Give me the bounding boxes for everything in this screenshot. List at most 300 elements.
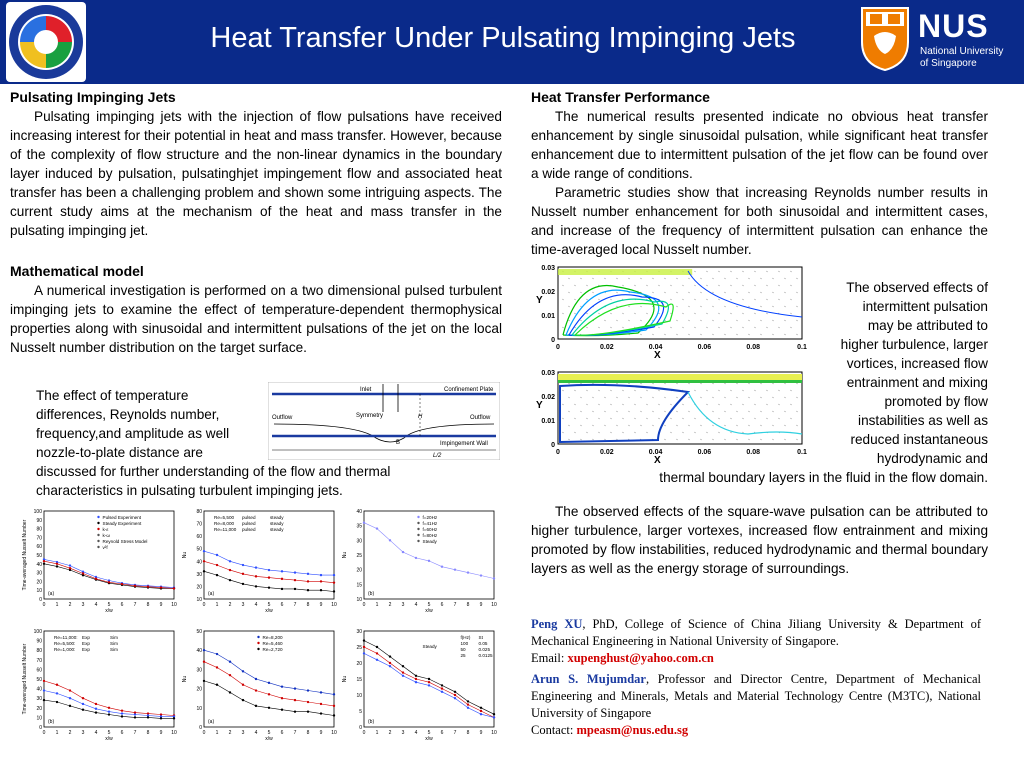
x-tick-label: 3 <box>241 602 245 608</box>
data-point <box>268 569 270 571</box>
data-point <box>229 674 231 676</box>
contact-peng-xu <box>531 616 981 667</box>
data-point <box>281 588 283 590</box>
x-tick-label: 8 <box>306 730 310 736</box>
legend-entry: Re=5,500: <box>54 641 76 646</box>
side-text-line: reduced instantaneous <box>850 432 988 447</box>
x-tick-label: 1 <box>375 730 379 736</box>
data-point <box>281 578 283 580</box>
x-tick-label: 0 <box>202 730 206 736</box>
data-point <box>493 713 495 715</box>
x-axis-label: x/w <box>425 608 433 614</box>
legend-entry: f=20Hz <box>422 515 438 520</box>
x-tick-label: 7 <box>453 602 457 608</box>
data-point <box>441 566 443 568</box>
data-point <box>203 550 205 552</box>
data-point <box>121 709 123 711</box>
data-point <box>82 572 84 574</box>
data-point <box>480 574 482 576</box>
legend-entry: Reynold Stress Model <box>102 539 148 544</box>
data-point <box>307 710 309 712</box>
data-point <box>203 649 205 651</box>
data-point <box>333 714 335 716</box>
data-point <box>467 700 469 702</box>
y-tick-label: 70 <box>36 535 42 542</box>
y-axis-label: Nu <box>342 675 348 683</box>
data-point <box>173 587 175 589</box>
data-point <box>229 691 231 693</box>
y-tick-label: 80 <box>196 509 202 515</box>
data-point <box>173 717 175 719</box>
data-point <box>216 554 218 556</box>
y-tick-label: 20 <box>36 579 42 586</box>
nus-subtitle-line1: National University <box>920 46 1004 57</box>
paragraph-pulsating: Pulsating impinging jets with the injection of flow pulsations have received increasing interest for their potential in heat and mass transfer. However, because of the complexity of flow structure and the non-linear dynamics in the boundary layer induced by pulsation, pulsatinghjet impingement flow and associated heat transfer has been a challenging problem and shown some intriguing aspects. The current study aims at the mechanism of the heat and mass transfer in the pulsating impinging jet. <box>10 109 502 238</box>
header-banner <box>0 0 1024 84</box>
x-axis-label: X <box>654 455 661 466</box>
data-point <box>281 685 283 687</box>
data-point <box>320 589 322 591</box>
y-tick-label: 90 <box>36 638 42 645</box>
legend-marker <box>417 540 419 542</box>
data-point <box>255 575 257 577</box>
data-point <box>229 560 231 562</box>
legend-entry: Pulsed Experiment <box>102 515 142 520</box>
x-tick-label: 0.06 <box>697 449 712 456</box>
x-tick-label: 2 <box>388 602 392 608</box>
y-tick-label: 100 <box>33 629 42 635</box>
data-point <box>43 699 45 701</box>
legend-marker <box>417 522 419 524</box>
label-symmetry: Symmetry <box>356 413 383 419</box>
x-axis-label: x/w <box>265 736 273 742</box>
legend-entry: Re=8,200 <box>262 635 283 640</box>
data-point <box>294 579 296 581</box>
x-tick-label: 7 <box>293 602 297 608</box>
x-tick-label: 1 <box>215 602 219 608</box>
effect-text-line4: nozzle-to-plate distance are <box>36 445 203 460</box>
y-tick-label: 20 <box>356 567 362 574</box>
legend-entry: steady <box>270 527 284 532</box>
x-tick-label: 9 <box>319 730 323 736</box>
y-tick-label: 90 <box>36 517 42 524</box>
y-tick-label: 40 <box>36 686 42 693</box>
data-point <box>307 573 309 575</box>
legend-marker <box>417 516 419 518</box>
contact-arun-mujumdar <box>531 671 981 739</box>
data-point <box>493 577 495 579</box>
x-tick-label: 4 <box>254 730 258 736</box>
label-confinement: Confinement Plate <box>444 387 494 393</box>
legend-entry: Exp <box>82 635 90 640</box>
y-tick-label: 10 <box>356 597 362 603</box>
data-point <box>82 703 84 705</box>
data-point <box>402 665 404 667</box>
legend-marker <box>417 534 419 536</box>
research-group-logo <box>6 2 86 82</box>
y-axis-label: Nu <box>342 551 348 559</box>
chart-nu-freq-b <box>340 505 504 623</box>
label-inlet: Inlet <box>360 387 372 393</box>
x-tick-label: 3 <box>81 602 85 608</box>
data-point <box>428 684 430 686</box>
legend-entry: 0.05 <box>478 641 488 646</box>
y-tick-label: 5 <box>359 709 362 715</box>
data-point <box>229 579 231 581</box>
data-point <box>95 711 97 713</box>
paragraph-math-model: A numerical investigation is performed on a two dimensional pulsed turbulent impinging jets to examine the effect of temperature-dependent thermophysical properties along with sinusoidal and intermittent pulsations of the jet on the local Nusselt number distribution on the target surface. <box>10 283 502 355</box>
data-point <box>108 707 110 709</box>
data-point <box>43 689 45 691</box>
legend-entry: Steady <box>422 539 437 544</box>
y-tick-label: 10 <box>196 597 202 603</box>
data-point <box>268 586 270 588</box>
x-tick-label: 8 <box>306 602 310 608</box>
thermal-layer <box>558 380 802 383</box>
data-point <box>69 567 71 569</box>
legend-entry: Re=11,000: <box>54 635 78 640</box>
data-point <box>69 705 71 707</box>
legend-marker <box>97 516 99 518</box>
data-point <box>480 707 482 709</box>
data-point <box>376 527 378 529</box>
data-point <box>43 560 45 562</box>
x-tick-label: 0.08 <box>746 449 761 456</box>
data-point <box>95 703 97 705</box>
y-tick-label: 50 <box>36 677 42 683</box>
paragraph-heat-transfer-1: The numerical results presented indicate no obvious heat transfer enhancement by single sinusoidal pulsation, while significant heat transfer enhancement due to intermittent pulsation of the jet flow can be found over a wide range of conditions. <box>531 109 988 181</box>
x-tick-label: 4 <box>414 602 418 608</box>
data-point <box>389 662 391 664</box>
chart-nu-time-averaged-a <box>20 505 184 623</box>
nus-wordmark: NUS <box>918 8 989 44</box>
thermal-layer <box>558 374 802 380</box>
x-tick-label: 6 <box>120 602 124 608</box>
data-point <box>441 691 443 693</box>
y-tick-label: 25 <box>356 645 362 651</box>
section-title-heat-transfer: Heat Transfer Performance <box>531 89 710 105</box>
nus-logo <box>860 6 1020 76</box>
side-text-line: intermittent pulsation <box>862 299 988 314</box>
y-tick-label: 0.01 <box>541 418 555 425</box>
data-point <box>203 560 205 562</box>
label-impingement: Impingement Wall <box>440 441 488 447</box>
x-tick-label: 4 <box>94 730 98 736</box>
side-text-line: promoted by flow <box>884 394 988 409</box>
x-tick-label: 3 <box>401 730 405 736</box>
y-tick-label: 50 <box>196 546 202 553</box>
data-point <box>389 539 391 541</box>
plot-frame <box>558 267 802 339</box>
x-tick-label: 1 <box>215 730 219 736</box>
legend-entry: 0.025 <box>478 647 490 652</box>
side-text-line: hydrodynamic and <box>876 451 988 466</box>
y-tick-label: 30 <box>36 570 42 577</box>
data-point <box>229 661 231 663</box>
data-point <box>268 707 270 709</box>
y-tick-label: 10 <box>356 693 362 699</box>
data-point <box>95 578 97 580</box>
label-l2: L/2 <box>433 453 442 459</box>
data-point <box>216 564 218 566</box>
y-tick-label: 80 <box>36 648 42 655</box>
data-point <box>376 646 378 648</box>
side-text-line: higher turbulence, larger <box>840 337 988 352</box>
x-tick-label: 10 <box>171 602 177 608</box>
data-point <box>428 681 430 683</box>
legend-entry: 0.0125 <box>478 653 493 658</box>
y-tick-label: 40 <box>196 648 202 655</box>
x-tick-label: 7 <box>453 730 457 736</box>
legend-marker <box>97 528 99 530</box>
data-point <box>56 692 58 694</box>
contact2-text: , Professor and Director Centre, Department of Mechanical Engineering and Minerals, Metals and Material Technology Centre (M3TC), National University of Singapore <box>531 672 981 720</box>
data-point <box>415 675 417 677</box>
data-point <box>467 707 469 709</box>
contact2-email-label: Contact: <box>531 723 577 737</box>
data-point <box>441 687 443 689</box>
legend-entry: Re=2,720 <box>262 647 283 652</box>
paragraph-heat-transfer-2: Parametric studies show that increasing Reynolds number results in Nusselt number enhancement for both sinusoidal and intermittent cases, and increase of the frequency of intermittent pulsation can enhance the time-averaged local Nusselt number. <box>531 185 988 257</box>
y-tick-label: 70 <box>196 521 202 528</box>
data-point <box>216 653 218 655</box>
x-tick-label: 3 <box>81 730 85 736</box>
data-point <box>480 710 482 712</box>
contact2-email-link[interactable]: mpeasm@nus.edu.sg <box>576 723 689 737</box>
chart-nu-re-b <box>180 625 344 751</box>
data-point <box>147 716 149 718</box>
data-point <box>415 678 417 680</box>
contact1-text: , PhD, College of Science of China Jiliang University & Department of Mechanical Engineering in National University of Singapore. <box>531 617 981 648</box>
data-point <box>69 689 71 691</box>
data-point <box>402 551 404 553</box>
x-tick-label: 5 <box>267 730 271 736</box>
x-tick-label: 1 <box>55 730 59 736</box>
data-point <box>454 568 456 570</box>
nus-crest-icon <box>860 6 910 72</box>
y-tick-label: 0.03 <box>541 370 555 377</box>
side-text-block <box>812 278 988 468</box>
legend-marker <box>97 522 99 524</box>
data-point <box>134 716 136 718</box>
legend-marker <box>257 648 259 650</box>
x-tick-label: 0.04 <box>648 449 663 456</box>
y-tick-label: 0 <box>551 337 555 344</box>
legend-entry: Exp <box>82 647 90 652</box>
y-tick-label: 40 <box>196 559 202 566</box>
x-axis-label: x/w <box>105 608 113 614</box>
x-axis-label: X <box>654 350 661 361</box>
data-point <box>268 693 270 695</box>
data-point <box>307 589 309 591</box>
y-tick-label: 40 <box>36 561 42 568</box>
y-tick-label: 35 <box>356 523 362 530</box>
chart-nu-intermittent-b <box>340 625 504 751</box>
data-point <box>441 684 443 686</box>
y-tick-label: 70 <box>36 657 42 664</box>
legend-entry: Re=8,000 <box>214 521 235 526</box>
data-point <box>242 573 244 575</box>
y-tick-label: 25 <box>356 553 362 559</box>
y-tick-label: 30 <box>356 538 362 545</box>
chart-nu-time-averaged-b <box>20 625 184 751</box>
y-tick-label: 0 <box>39 597 42 603</box>
legend-marker <box>97 534 99 536</box>
legend-entry: Sim <box>110 647 118 652</box>
label-outflow-right: Outflow <box>470 415 491 421</box>
data-point <box>108 581 110 583</box>
data-point <box>415 557 417 559</box>
data-point <box>281 570 283 572</box>
contact1-email-link[interactable]: xupenghust@yahoo.com.cn <box>567 651 714 665</box>
y-tick-label: 60 <box>36 667 42 674</box>
x-tick-label: 10 <box>331 730 337 736</box>
x-tick-label: 8 <box>466 602 470 608</box>
x-tick-label: 6 <box>280 730 284 736</box>
legend-marker <box>257 642 259 644</box>
legend-entry: f=80Hz <box>422 533 438 538</box>
data-point <box>242 699 244 701</box>
y-tick-label: 0 <box>39 725 42 731</box>
legend-entry: Re=11,000 <box>214 527 237 532</box>
data-point <box>82 697 84 699</box>
y-tick-label: 0 <box>199 725 202 731</box>
x-tick-label: 0 <box>42 602 46 608</box>
y-tick-label: 20 <box>196 686 202 693</box>
x-tick-label: 0 <box>202 602 206 608</box>
data-point <box>229 569 231 571</box>
y-tick-label: 10 <box>36 588 42 595</box>
effect-text-line5: discussed for further understanding of the flow and thermal <box>36 464 391 479</box>
data-point <box>255 678 257 680</box>
data-point <box>294 571 296 573</box>
data-point <box>82 709 84 711</box>
data-point <box>363 646 365 648</box>
data-point <box>320 580 322 582</box>
legend-entry: Re=5,460 <box>262 641 283 646</box>
data-point <box>203 661 205 663</box>
x-tick-label: 9 <box>479 602 483 608</box>
data-point <box>56 701 58 703</box>
x-tick-label: 0.04 <box>648 344 663 351</box>
legend-entry: 25 <box>460 653 466 658</box>
x-tick-label: 2 <box>228 730 232 736</box>
x-tick-label: 1 <box>375 602 379 608</box>
chart-streamlines-bottom <box>528 366 812 466</box>
data-point <box>56 563 58 565</box>
x-axis-label: x/w <box>425 736 433 742</box>
data-point <box>333 705 335 707</box>
x-tick-label: 0.1 <box>797 344 807 351</box>
legend-entry: Steady <box>422 644 437 649</box>
data-point <box>268 576 270 578</box>
y-axis-label: Time-averaged Nusselt Number <box>22 643 28 715</box>
nus-subtitle-line2: of Singapore <box>920 58 977 69</box>
y-tick-label: 0.01 <box>541 313 555 320</box>
x-tick-label: 10 <box>491 730 497 736</box>
x-tick-label: 0 <box>556 344 560 351</box>
data-point <box>320 691 322 693</box>
legend-entry: Re=1,000: <box>54 647 76 652</box>
data-point <box>333 574 335 576</box>
legend-entry: Exp <box>82 641 90 646</box>
data-point <box>428 560 430 562</box>
legend-header: f(Hz) <box>460 635 471 640</box>
effect-text-line6: characteristics in pulsating turbulent impinging jets. <box>36 483 343 498</box>
legend-marker <box>257 636 259 638</box>
y-tick-label: 20 <box>196 584 202 591</box>
data-point <box>69 697 71 699</box>
x-tick-label: 2 <box>388 730 392 736</box>
data-point <box>134 585 136 587</box>
legend-entry: Sim <box>110 635 118 640</box>
data-point <box>281 697 283 699</box>
x-tick-label: 6 <box>280 602 284 608</box>
y-tick-label: 10 <box>36 715 42 722</box>
data-point <box>389 665 391 667</box>
page-title: Heat Transfer Under Pulsating Impinging Jets <box>210 22 796 54</box>
x-tick-label: 7 <box>133 602 137 608</box>
legend-header: St <box>478 635 483 640</box>
x-tick-label: 9 <box>159 602 163 608</box>
domain-schematic <box>268 382 500 460</box>
data-point <box>376 652 378 654</box>
data-point <box>255 585 257 587</box>
side-text-line: instabilities as well as <box>858 413 988 428</box>
x-tick-label: 5 <box>267 602 271 608</box>
x-tick-label: 1 <box>55 602 59 608</box>
y-tick-label: 0.02 <box>541 394 555 401</box>
x-tick-label: 2 <box>228 602 232 608</box>
x-tick-label: 3 <box>241 730 245 736</box>
legend-entry: pulsed <box>242 515 256 520</box>
effect-text-line2: differences, Reynolds number, <box>36 407 220 422</box>
x-tick-label: 6 <box>440 602 444 608</box>
x-tick-label: 10 <box>171 730 177 736</box>
data-point <box>56 684 58 686</box>
data-point <box>216 684 218 686</box>
data-point <box>307 701 309 703</box>
section-title-pulsating: Pulsating Impinging Jets <box>10 89 176 105</box>
y-tick-label: 60 <box>36 544 42 551</box>
data-point <box>160 717 162 719</box>
y-tick-label: 15 <box>356 582 362 589</box>
effect-text-line3: frequency,and amplitude as well <box>36 426 230 441</box>
data-point <box>203 570 205 572</box>
data-point <box>454 697 456 699</box>
legend-entry: 50 <box>460 647 466 652</box>
y-tick-label: 40 <box>356 509 362 515</box>
x-tick-label: 0.08 <box>746 344 761 351</box>
data-point <box>242 564 244 566</box>
y-axis-label: Nu <box>182 551 188 559</box>
x-tick-label: 2 <box>68 602 72 608</box>
y-axis-label: Y <box>536 295 543 306</box>
legend-entry: pulsed <box>242 527 256 532</box>
data-point <box>56 565 58 567</box>
x-tick-label: 3 <box>401 602 405 608</box>
legend-entry: f=60Hz <box>422 527 438 532</box>
panel-label: (a) <box>208 591 215 597</box>
data-point <box>121 583 123 585</box>
data-point <box>428 678 430 680</box>
x-tick-label: 6 <box>440 730 444 736</box>
x-tick-label: 0.1 <box>797 449 807 456</box>
data-point <box>294 588 296 590</box>
y-tick-label: 30 <box>196 667 202 674</box>
data-point <box>363 639 365 641</box>
legend-entry: k-ω <box>102 533 110 538</box>
